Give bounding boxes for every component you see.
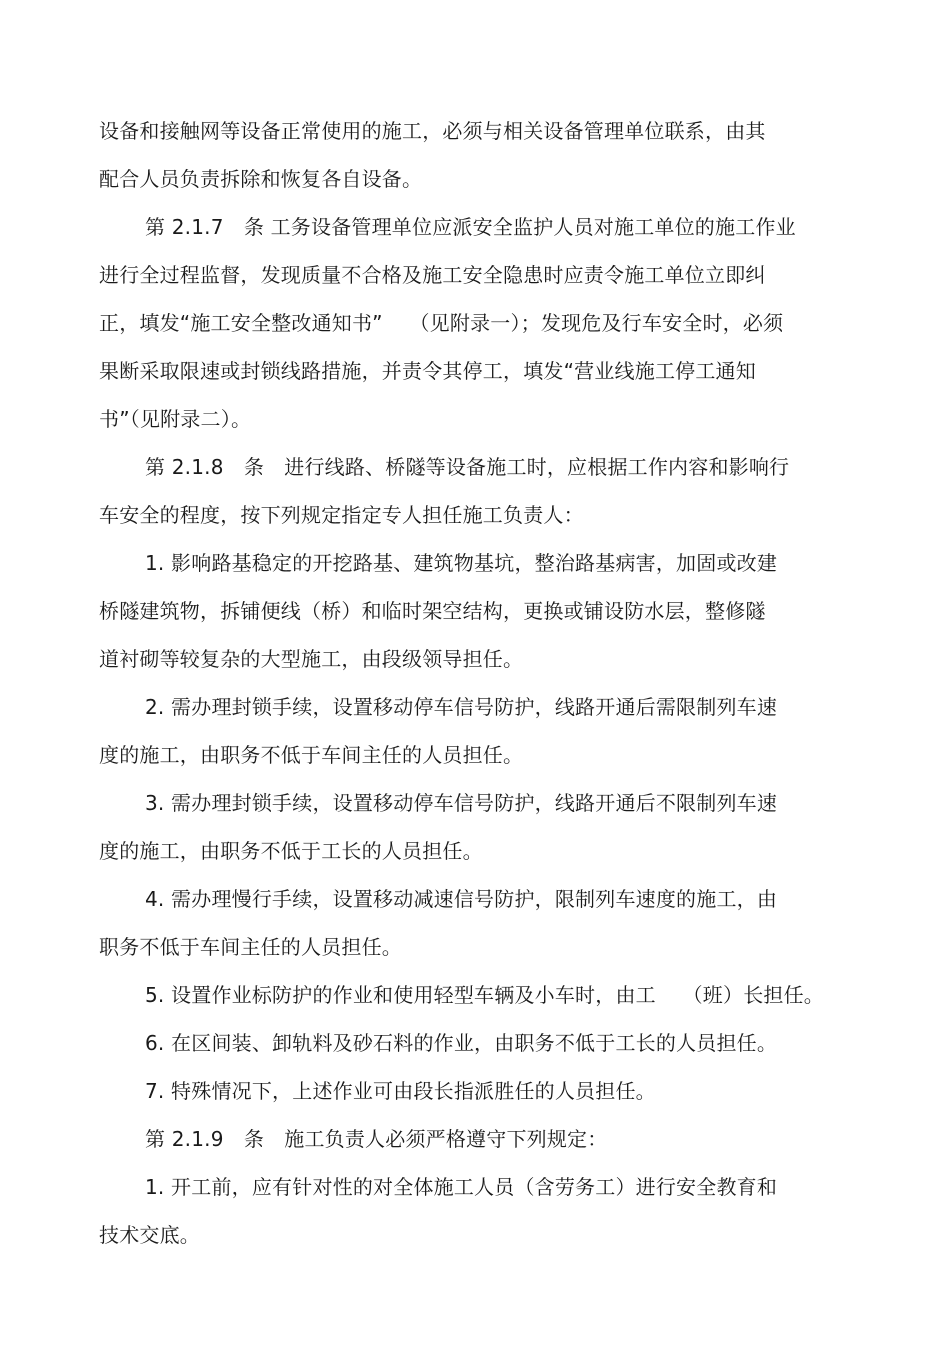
list-item-6: 6. 在区间装、卸轨料及砂石料的作业，由职务不低于工长的人员担任。	[145, 1031, 778, 1055]
text-line: 设备和接触网等设备正常使用的施工，必须与相关设备管理单位联系，由其	[99, 119, 766, 143]
text-line: 配合人员负责拆除和恢复各自设备。	[99, 167, 423, 191]
text-line: 进行全过程监督，发现质量不合格及施工安全隐患时应责令施工单位立即纠	[99, 263, 766, 287]
article-2-1-8-heading: 第 2.1.8 条 进行线路、桥隧等设备施工时，应根据工作内容和影响行	[145, 455, 790, 479]
list-item-4: 4. 需办理慢行手续，设置移动减速信号防护，限制列车速度的施工，由	[145, 887, 778, 911]
list-item-7: 7. 特殊情况下，上述作业可由段长指派胜任的人员担任。	[145, 1079, 656, 1103]
article-2-1-7-heading: 第 2.1.7 条 工务设备管理单位应派安全监护人员对施工单位的施工作业	[145, 215, 796, 239]
list-item-3: 3. 需办理封锁手续，设置移动停车信号防护，线路开通后不限制列车速	[145, 791, 778, 815]
text-line: 度的施工，由职务不低于车间主任的人员担任。	[99, 743, 524, 767]
text-line: 道衬砌等较复杂的大型施工，由段级领导担任。	[99, 647, 524, 671]
article-2-1-9-heading: 第 2.1.9 条 施工负责人必须严格遵守下列规定：	[145, 1127, 608, 1151]
text-line: 职务不低于车间主任的人员担任。	[99, 935, 402, 959]
text-line: 度的施工，由职务不低于工长的人员担任。	[99, 839, 483, 863]
text-line: 车安全的程度，按下列规定指定专人担任施工负责人：	[99, 503, 584, 527]
text-line: 技术交底。	[99, 1223, 200, 1247]
text-line: 正，填发“施工安全整改通知书” （见附录一）；发现危及行车安全时，必须	[99, 311, 784, 335]
list-item-2: 2. 需办理封锁手续，设置移动停车信号防护，线路开通后需限制列车速	[145, 695, 778, 719]
text-line: 果断采取限速或封锁线路措施，并责令其停工，填发“营业线施工停工通知	[99, 359, 756, 383]
list-item-1: 1. 影响路基稳定的开挖路基、建筑物基坑，整治路基病害，加固或改建	[145, 551, 778, 575]
text-line: 桥隧建筑物，拆铺便线（桥）和临时架空结构，更换或铺设防水层，整修隧	[99, 599, 766, 623]
list-item-5: 5. 设置作业标防护的作业和使用轻型车辆及小车时，由工 （班）长担任。	[145, 983, 824, 1007]
text-line: 书”（见附录二）。	[99, 407, 252, 431]
list-item-1: 1. 开工前，应有针对性的对全体施工人员（含劳务工）进行安全教育和	[145, 1175, 778, 1199]
